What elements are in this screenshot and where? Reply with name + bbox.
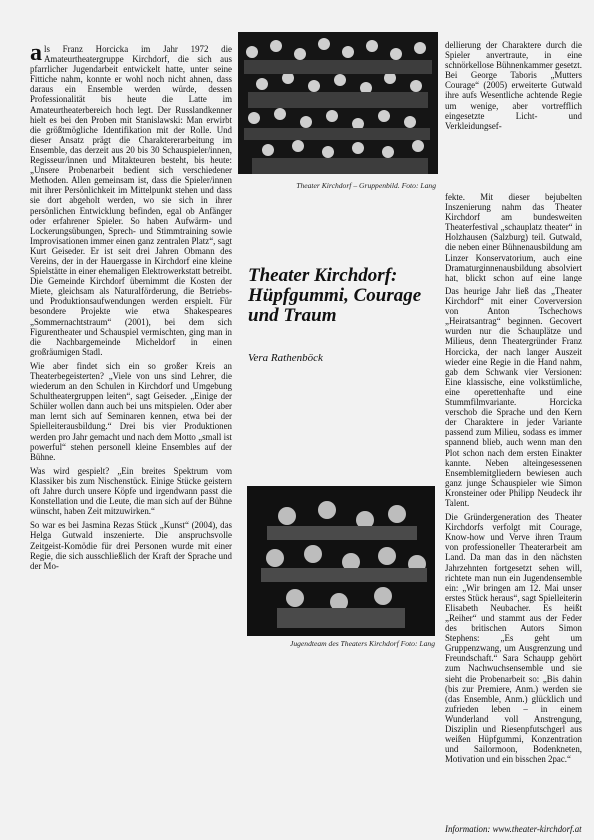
information-line: Information: www.theater-kirchdorf.at [445, 824, 582, 834]
paragraph: dellierung der Charaktere durch die Spieler anvertraute, in eine schnörkellose Bühnenkammer gesetzt. Bei George Taboris „Mutters Courage“ (2005) erweiterte Gutwald ihre aufs Wesentliche achtende Regie um wenige, aber vortrefflich eingesetzte Licht- und Verkleidungsef- [445, 40, 582, 131]
youth-photo-graphic [247, 486, 435, 636]
paragraph: Was wird gespielt? „Ein breites Spektrum vom Klassiker bis zum Nischenstück. Einige Stücke geistern oft Jahre durch unsere Köpfe und irgendwann passt die Konstellation und die Leute, die man sich auf der Bühne wünscht, haben Zeit mitzuwirken.“ [30, 465, 232, 517]
paragraph-text: ls Franz Horcicka im Jahr 1972 die Amateurtheatergruppe Kirchdorf, die sich aus pfarrlicher Jugendarbeit entwickelt hatte, unter seine Fittiche nahm, konnte er wohl noch nicht ahnen, dass daraus ein Ensemble werden würde, dessen Professionalität bis heute die Latte im Amateurtheaterbereich hoch legt. Der Russlandkenner hielt es bei den Proben mit Stanislawski: Man erwirbt die größtmögliche Identifikation mit der Rolle. Und dieser Ansatz prägt die Charaktererarbeitung im Ensemble, das derzeit aus 20 bis 30 Schauspieler/innen, Regisseur/innen und Mitakteuren besteht, bis heute: „Unsere Probenarbeit bedient sich verschiedener Methoden. Allen gemeinsam ist, dass die Spieler/innen mit ihrer Persönlichkeit im Mittelpunkt stehen und dass sie dort abgeholt werden, wo sie sich in ihrer persönlichen Entwicklung befinden, egal ob Anfänger oder erfahrener Spieler. So haben Aufwärm- und Lockerungsübungen, Sprech- und Stimmtraining sowie Improvisationen immer einen ganz zentralen Platz“, sagt Kurt Geiseder. Er ist seit drei Jahren Obmann des Vereins, der in der Hauergasse in Kirchdorf eine kleine Spielstätte in einer ehemaligen Elektrowerkstatt betreibt. Die Gemeinde Kirchdorf übernimmt die Kosten der Miete, gleichsam als Naturalförderung, die Betriebs- und Produktionsaufwendungen werden erspielt. Für besondere Projekte wie etwa Shakespeares „Sommernachtstraum“ (2001), bei dem sich Figurentheater und Schauspiel vermischten, ging man in die Nachbargemeinde Micheldorf in einen großräumigen Stadl. [30, 44, 232, 357]
paragraph: Das heurige Jahr ließ das „Theater Kirchdorf“ mit einer Coverversion von Anton Tschechows „Heiratsantrag“ beginnen. Gecovert wurden nur die Schauplätze und Milieus, denn Theatergründer Franz Horcicka, der nach langer Auszeit wieder eine Regie in die Hand nahm, gab dem Schwank vier Versionen: Eine klassische, eine volkstümliche, eine operettenhafte und eine Stummfilmvariante. Horcicka verschob die Sprache und den Kern der Charaktere in jeder Variante passend zum Milieu, sodass es immer spannend blieb, auch wenn man den Plot schon nach dem ersten Einakter kannte. Neben alteingesessenen Ensemblemitgliedern bewiesen auch ganz junge Schauspieler wie Simon Kronsteiner oder Philipp Neudeck ihr Talent. [445, 286, 582, 508]
group-photo-graphic [238, 32, 438, 174]
youth-photo-caption: Jugendteam des Theaters Kirchdorf Foto: Lang [289, 639, 435, 648]
paragraph: Wie aber findet sich ein so großer Kreis an Theaterbegeisterten? „Viele von uns sind Lehrer, die wiederum an den Schulen in Kirchdorf und Umgebung Schultheatergruppen leiten“, sagt Geiseder. „Einige der Schüler wollen dann auch bei uns mitspielen. Oder aber man lernt sich auf Seminaren kennen, etwa bei der Spielleiterausbildung.“ Drei bis vier Produktionen werden pro Jahr gemacht und nach dem Motto „small ist powerful“ stehen personell kleine Ensembles auf der Bühne. [30, 360, 232, 462]
paragraph: Die Gründergeneration des Theater Kirchdorfs verfolgt mit Courage, Know-how und Verve ihren Traum von professioneller Theaterarbeit am Land. Da man das in den nächsten Jahrzehnten fortgesetzt sehen will, richtete man nun ein Jugendensemble ein: „Wir bringen am 12. Mai unser erstes Stück heraus“, sagt Spielleiterin Elisabeth Neubacher. Es heißt „Reiher“ und stammt aus der Feder des britischen Autors Simon Stephens: „Es geht um Gruppenzwang, um Ausgrenzung und Freundschaft.“ Sara Schaupp gehört zum Nachwuchsensemble und sie sieht die Probenarbeit so: „Bis dahin (bis zur Premiere, Anm.) werden sie (das Ensemble, Anm.) glücklich und zufrieden leben – in einem Wunderland voll Anstrengung, Disziplin und Riesenpfutschgerl aus weißen Hüpfgummi, Konzentration und Sailormoon, Bodenkneten, Motivation und ein bisschen 2pac.“ [445, 512, 582, 765]
youth-photo [247, 486, 435, 636]
paragraph [30, 44, 232, 357]
article-column-3-top [445, 40, 582, 190]
article-column-continuation [445, 192, 582, 282]
drop-cap: a [30, 44, 42, 66]
headline: Theater Kirchdorf: Hüpfgummi, Courage und Traum [248, 265, 422, 326]
paragraph: So war es bei Jasmina Rezas Stück „Kunst“ (2004), das Helga Gutwald inszenierte. Die anspruchsvolle Zeitgeist-Komödie für drei Personen wurde mit einer Regie, die sich ausschließlich der Kraft der Sprache und der Mo- [30, 520, 232, 571]
author-byline: Vera Rathenböck [248, 352, 323, 364]
article-column-3 [445, 286, 582, 820]
group-photo-caption: Theater Kirchdorf – Gruppenbild. Foto: Lang [296, 181, 436, 190]
article-column-1 [30, 44, 232, 840]
group-photo [238, 32, 438, 174]
paragraph: fekte. Mit dieser bejubelten Inszenierung nahm das Theater Kirchdorf am bundesweiten Theaterfestival „schauplatz theater“ in Holzhausen (Salzburg) teil. Gutwald, die neben einer Bühnenausbildung am Linzer Konservatorium, auch eine Dramaturginnenausbildung absolviert hat, blickt schon auf eine lange [445, 192, 582, 282]
